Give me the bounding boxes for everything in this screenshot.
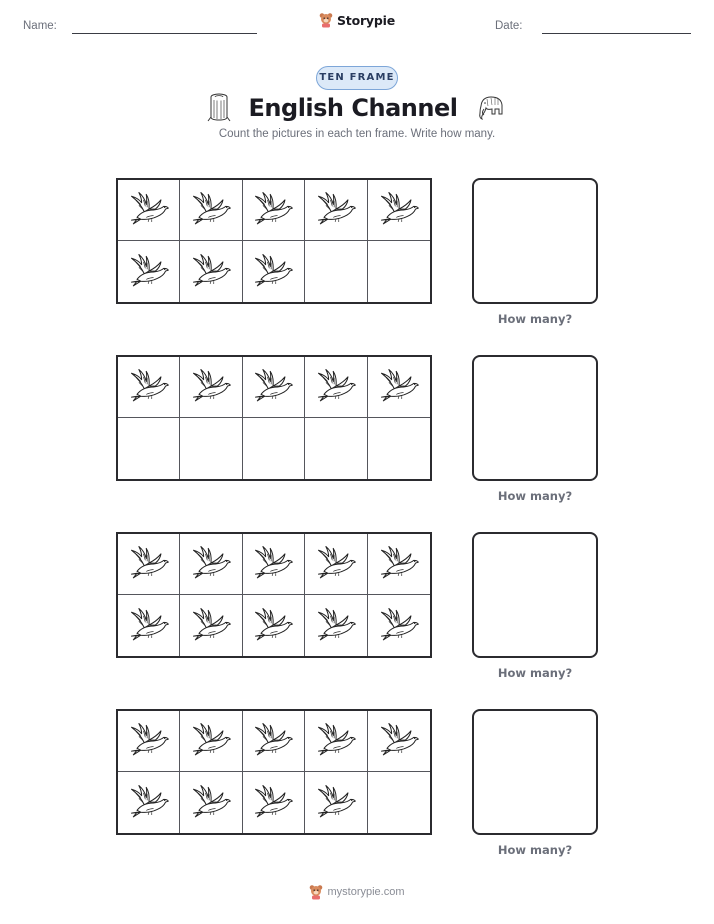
seagull-icon (313, 541, 359, 587)
seagull-icon (188, 187, 234, 233)
ten-frame-cell (180, 772, 242, 833)
name-label: Name: (23, 20, 57, 32)
ten-frame-cell (305, 711, 367, 772)
ten-frame-cell (180, 534, 242, 595)
ten-frame-cell (368, 595, 430, 656)
ten-frame-cell (118, 772, 180, 833)
how-many-label-4: How many? (497, 843, 573, 857)
ten-frame-cell (180, 357, 242, 418)
seagull-icon (313, 364, 359, 410)
ten-frame-3 (116, 532, 432, 658)
ten-frame-cell (118, 595, 180, 656)
title-row (0, 90, 714, 126)
seagull-icon (126, 541, 172, 587)
footer (0, 884, 714, 900)
ten-frame-cell (180, 418, 242, 479)
page-title: English Channel (248, 94, 458, 122)
ten-frame-cell (305, 180, 367, 241)
seagull-icon (376, 541, 422, 587)
seagull-icon (250, 603, 296, 649)
ten-frame-cell (118, 534, 180, 595)
date-line[interactable] (542, 33, 691, 34)
bear-logo-icon (319, 12, 333, 28)
tree-stump-icon (207, 93, 231, 123)
answer-box-2[interactable] (472, 355, 598, 481)
ten-frame-cell (305, 357, 367, 418)
ten-frame-cell (305, 241, 367, 302)
ten-frame-cell (243, 772, 305, 833)
ten-frame-cell (118, 711, 180, 772)
answer-box-4[interactable] (472, 709, 598, 835)
ten-frame-4 (116, 709, 432, 835)
seagull-icon (126, 187, 172, 233)
seagull-icon (126, 249, 172, 295)
ten-frame-cell (180, 711, 242, 772)
mammoth-icon (475, 94, 507, 122)
ten-frame-cell (305, 595, 367, 656)
seagull-icon (126, 718, 172, 764)
ten-frame-cell (305, 418, 367, 479)
ten-frame-cell (243, 595, 305, 656)
seagull-icon (126, 780, 172, 826)
brand-name: Storypie (337, 12, 395, 28)
ten-frame-cell (305, 772, 367, 833)
name-line[interactable] (72, 33, 257, 34)
seagull-icon (313, 718, 359, 764)
seagull-icon (313, 603, 359, 649)
seagull-icon (188, 249, 234, 295)
ten-frame-cell (368, 772, 430, 833)
seagull-icon (250, 187, 296, 233)
seagull-icon (250, 718, 296, 764)
date-label: Date: (495, 20, 523, 32)
seagull-icon (188, 780, 234, 826)
ten-frame-1 (116, 178, 432, 304)
seagull-icon (188, 718, 234, 764)
ten-frame-cell (243, 534, 305, 595)
ten-frame-cell (243, 418, 305, 479)
worksheet-type-badge: TEN FRAME (316, 66, 398, 90)
ten-frame-cell (243, 180, 305, 241)
ten-frame-cell (118, 357, 180, 418)
ten-frame-cell (368, 534, 430, 595)
seagull-icon (376, 187, 422, 233)
seagull-icon (126, 364, 172, 410)
ten-frame-cell (368, 357, 430, 418)
seagull-icon (188, 364, 234, 410)
seagull-icon (313, 780, 359, 826)
seagull-icon (188, 603, 234, 649)
how-many-label-2: How many? (497, 489, 573, 503)
footer-url: mystorypie.com (327, 886, 405, 898)
ten-frame-cell (305, 534, 367, 595)
how-many-label-1: How many? (497, 312, 573, 326)
ten-frame-2 (116, 355, 432, 481)
answer-box-1[interactable] (472, 178, 598, 304)
seagull-icon (376, 718, 422, 764)
ten-frame-cell (118, 180, 180, 241)
seagull-icon (376, 364, 422, 410)
seagull-icon (188, 541, 234, 587)
seagull-icon (313, 187, 359, 233)
ten-frame-cell (180, 180, 242, 241)
seagull-icon (376, 603, 422, 649)
answer-box-3[interactable] (472, 532, 598, 658)
ten-frame-cell (368, 180, 430, 241)
how-many-label-3: How many? (497, 666, 573, 680)
instructions: Count the pictures in each ten frame. Write how many. (218, 128, 496, 140)
ten-frame-cell (180, 595, 242, 656)
brand-logo (0, 12, 714, 28)
ten-frame-cell (118, 241, 180, 302)
seagull-icon (250, 541, 296, 587)
ten-frame-cell (243, 241, 305, 302)
ten-frame-cell (368, 711, 430, 772)
ten-frame-cell (180, 241, 242, 302)
ten-frame-cell (118, 418, 180, 479)
ten-frame-cell (243, 357, 305, 418)
ten-frame-cell (243, 711, 305, 772)
ten-frame-cell (368, 418, 430, 479)
ten-frame-cell (368, 241, 430, 302)
bear-logo-icon (309, 884, 323, 900)
seagull-icon (250, 249, 296, 295)
seagull-icon (250, 364, 296, 410)
seagull-icon (126, 603, 172, 649)
seagull-icon (250, 780, 296, 826)
